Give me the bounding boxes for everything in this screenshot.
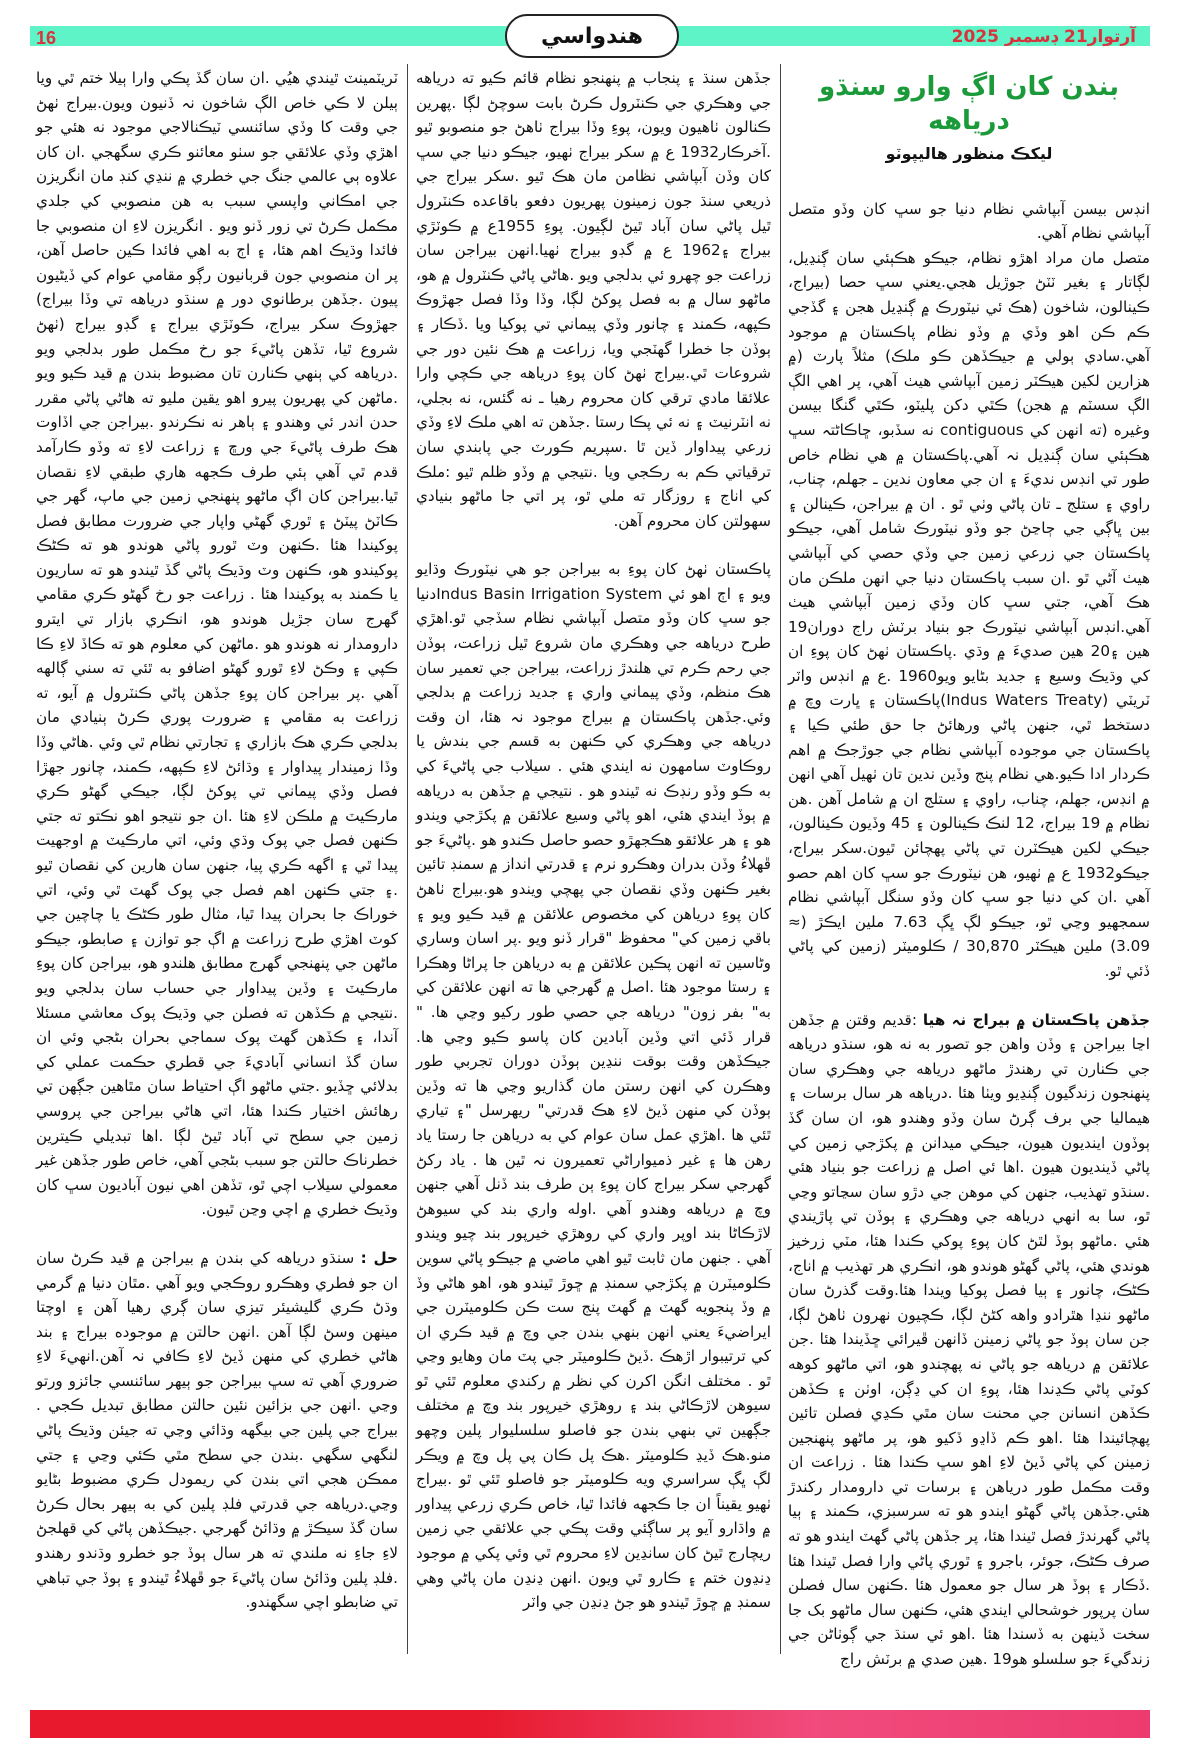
article-headline: بندن کان اڳ وارو سنڌو درياهه bbox=[819, 72, 1119, 136]
paragraph: متصل مان مراد اهڙو نظام، جيڪو هڪٻئي سان ڳنڍيل، لڳاتار ۽ بغير ٽٽڻ جوڙيل هجي.يعني سڀ حصا (بيراج، ڪينالون، شاخون (هڪ ئي نيٽورڪ ۾ ڳنڍيل هجن ۽ گڏجي ڪم ڪن اهو وڏي ۾ وڏو نظام پاڪستان ۾ موجود آهي.سادي ٻولي ۾ جيڪڏهن ڪو ملڪ) مثلاً پارٽ (۾ هزارين لکين هيڪٽر زمين آبپاشي هيٺ آهي، پر اهي الڳ الڳ سسٽم ۾ هجن) ڪٿي دکن پليٽو، ڪٿي گنگا بيسن وغيره (ته انهن کي contiguous نه سڏبو، ڇاڪاڻتہ سڀ هڪٻئي سان ڳنڍيل نہ آهي.پاڪستان ۾ هي نظام خاص طور تي انڊس نديءَ ۽ ان جي معاون ندين ـ جهلم، چناب، راوي ۽ ستلج ـ تان پاڻي وٺي ٿو . ان ۾ بيراجن، ڪينالن ۽ بين ڀاڳي جي ڄاڃڻ جو وڏو نيٽورڪ شامل آهي، جيڪو پاڪستان جي زرعي زمين جي وڏي حصي کي آبپاشي هيٺ آڻي ٿو .ان سبب پاڪستان دنيا جي انهن ملڪن مان هڪ آهي، جتي سڀ کان وڏي زمين آبپاشي هيٺ آهي.انڊس آبپاشي نيٽورڪ جو بنياد برٽش راج دوران19 هين ۽20 هين صديءَ ۾ وڌي .پاڪستان ٺهڻ کان پوءِ ان کي وڌيڪ وسيع ۽ جديد بڻايو ويو1960 .ع ۾ انڊس واٽر ٽريٽي (Indus Waters Treaty)پاڪستان ۽ ڀارت وچ ۾ دستخط ٿي، جنهن پاڻي ورهائڻ جا حق طئي ڪيا ۽ پاڪستان جي موجوده آبپاشي نظام جي جوڙجڪ ۾ اهم ڪردار ادا ڪيو.هي نظام پنج وڏين ندين تان ٺهيل آهي انهن ۾ انڊس، جهلم، چناب، راوي ۽ ستلج ان ۾ شامل آهن .هن نظام ۾ 19 بيراج، 12 لنڪ ڪينالون ۽ 45 وڏيون ڪينالون، جيڪي لکين هيڪٽرن تي پاڻي پهچائن ٿيون.سکر بيراج، جيڪو1932 ع ۾ ٺهيو، هن نيٽورڪ جو سڀ کان اهم حصو آهي .ان کي دنيا جو سڀ کان وڏو سنگل آبپاشي نظام سمجهيو وڃي ٿو، جيڪو لڳ ڀڳ 7.63 ملين ايڪڙ (≈ 3.09) ملين هيڪٽر 30,870 / ڪلوميٽر (زمين کي پاڻي ڏئي ٿو. bbox=[788, 248, 1150, 980]
article-column-2 bbox=[416, 66, 771, 1656]
issue-date: آرتوار21 ڊسمبر 2025 bbox=[951, 27, 1136, 47]
column-divider bbox=[407, 64, 408, 1654]
article-column-3 bbox=[36, 66, 398, 1656]
paragraph: انڊس بيسن آبپاشي نظام دنيا جو سڀ کان وڏو متصل آبپاشي نظام آهي. bbox=[788, 199, 1150, 243]
article-column-1 bbox=[788, 66, 1150, 1669]
section-subhead: جڏهن پاڪستان ۾ بيراج نہ هيا bbox=[922, 1010, 1150, 1029]
paragraph bbox=[788, 1008, 1150, 1672]
paragraph: جڏهن سنڌ ۽ پنجاب ۾ پنهنجو نظام قائم ڪيو ته درياهه جي وهڪري جي ڪنٽرول ڪرڻ بابت سوچڻ لڳا .پهرين ڪنالون ٺاهيون ويون، پوءِ وڏا بيراج ٺاهڻ جو منصوبو ٿيو .آخرڪار1932 ع ۾ سکر بيراج ٺهيو، جيڪو دنيا جي سڀ کان وڏن آبپاشي نظامن مان هڪ ٿيو .سکر بيراج جي ذريعي سنڌ جون زمينون پهريون دفعو باقاعده ڪنٽرول ٿيل پاڻي سان آباد ٿيڻ لڳيون. پوءِ 1955ع ۾ ڪوٽڙي بيراج ۽1962 ع ۾ گڊو بيراج ٺهيا.انهن بيراجن سان زراعت جو چهرو ئي بدلجي ويو .هاڻي پاڻي ڪنٽرول ۾ هو، ماڻهو سال ۾ به فصل پوکڻ لڳا، وڏا وڏا فصل جهڙوڪ ڪپهه، ڪمند ۽ چانور وڏي پيماني تي پوکيا ويا .ڏڪار ۽ ٻوڏن جا خطرا گهٽجي ويا، زراعت ۾ هڪ نئين دور جي شروعات ٿي.بيراج ٺهڻ کان پوءِ درياهه جي ڪچي وارا علائقا مادي ترقي کان محروم رهيا ـ نه گئس، نه بجلي، نه انٽرنيٽ ۽ نه ئي پڪا رستا .جڏهن ته اهي ملڪ لاءِ وڏي زرعي پيداوار ڏين ٿا .سپريم ڪورٽ جي پابندي سان ترقياتي ڪم به رڪجي ويا .نتيجي ۾ وڏو ظلم ٿيو :ملڪ کي اناج ۽ روزگار ته ملي ٿو، پر اتي جا ماڻهو بنيادي سهولتن کان محروم آهن. bbox=[416, 69, 771, 530]
paragraph-text: :قديم وقتن ۾ جڏهن اڃا بيراجن ۽ وڏن واهن جو تصور به نه هو، سنڌو درياهه جي ڪنارن تي رهندڙ ماڻهو درياهه جي وهڪري سان پنهنجون زندگيون ڳنڍيو ويٺا هئا .درياهه هر سال برسات ۽ هيماليا جي برف ڳرڻ سان وڏو وهندو هو، ان سان گڏ ٻوڏون اينديون هيون، جيڪي ميدانن ۾ پکڙجي زمين کي پاڻي ڏينديون هيون .اها ئي اصل ۾ زراعت جو بنياد هئي .سنڌو تهذيب، جنهن کي موهن جي دڙو سان سڃاتو وڃي ٿو، سا به انهي درياهه جي وهڪري ۽ ٻوڏن تي پاڙيندي هئي .ماڻهو ٻوڏ لٿڻ کان پوءِ پوکي ڪندا هئا، مٽي زرخيز هوندي هئي، پاڻي گهڻو هوندو هو، انڪري هر تهذيب ۾ اناج، ڪڻڪ، چانور ۽ ٻيا فصل پوکيا ويندا هئا.وقت گذرڻ سان ماڻهو ننڍا هٿرادو واهه کڻڻ لڳا، ڪچيون نهرون ٺاهڻ لڳا، جن سان ٻوڏ جو پاڻي زمينن ڏانهن ڦيرائي ڇڏيندا هئا .جن علائقن ۾ درياهه جو پاڻي نه پهچندو هو، اتي ماڻهو کوهه کوٽي پاڻي ڪڍندا هئا، پوءِ ان کي ڍڳن، اوٺن ۽ ڪڏهن ڪڏهن انسانن جي محنت سان مٿي ڪڍي فصلن تائين پهچائيندا هئا .اهو ڪم ڏاڍو ڏکيو هو، پر ماڻهو پنهنجين زمينن کي پاڻي ڏيڻ لاءِ اهو سڀ ڪندا هئا . زراعت ان وقت مڪمل طور درياهن ۽ برسات تي دارومدار رکندڙ هئي.جڏهن پاڻي گهڻو ايندو هو ته سرسبزي، ڪمند ۽ ٻيا پاڻي گهرندڙ فصل ٿيندا هئا، پر جڏهن پاڻي گهٽ ايندو هو ته صرف ڪڻڪ، جوئر، باجرو ۽ ٿوري پاڻي وارا فصل ٿيندا هئا .ڏڪار ۽ ٻوڏ هر سال جو معمول هئا .ڪنهن سال فصلن سان پرپور خوشحالي ايندي هئي، ڪنهن سال ماڻهو بک جا سخت ڏينهن به ڏسندا هئا .اهو ئي سنڌ جي ڳوٺاڻن جي زندگيءَ جو سلسلو هو19 .هين صدي ۾ برٽش راج bbox=[788, 1010, 1150, 1669]
footer-bar bbox=[30, 1710, 1150, 1738]
paragraph: پاڪستان ٺهڻ کان پوءِ به بيراجن جو هي نيٽورڪ وڌايو ويو ۽ اڄ اهو ئي Indus Basin Irrigation Systemدنيا جو سڀ کان وڏو متصل آبپاشي نظام سڏجي ٿو.اهڙي طرح درياهه جي وهڪري مان شروع ٿيل زراعت، ٻوڏن جي رحم ڪرم تي هلندڙ زراعت، بيراجن جي تعمير سان هڪ منظم، وڏي پيماني واري ۽ جديد زراعت ۾ بدلجي وئي.جڏهن پاڪستان ۾ بيراج موجود نہ هئا، ان وقت درياهه جي وهڪري کي ڪنهن به قسم جي بندش يا روڪاوٽ سامهون نه ايندي هئي . سيلاب جي پاڻيءَ کي به ڪو وڏو رنڊڪ نه ٿيندو هو . نتيجي ۾ جڏهن به درياهه ۾ ٻوڏ ايندي هئي، اهو پاڻي وسيع علائقن ۾ پکڙجي ويندو هو ۽ هر علائقو هڪجهڙو حصو حاصل ڪندو هو .پاڻيءَ جو ڦهلاءُ وڏن بدران وهڪرو نرم ۽ قدرتي انداز ۾ سمنڊ تائين بغير ڪنهن وڏي نقصان جي پهچي ويندو هو.بيراج ٺاهڻ کان پوءِ درياهن کي مخصوص علائقن ۾ قيد ڪيو ويو ۽ باقي زمين کي" محفوظ "قرار ڏنو ويو .پر اسان وساري وڻاسين ته انهن پڪين علائقن ۾ به درياهن جا پراڻا وهڪرا ۽ رستا موجود هئا .اصل ۾ گهرجي ها ته انهن علائقن کي به" بفر زون" درياهه جي حصي طور رکيو وڃي ها. " قرار ڏئي اتي وڏين آبادين کان پاسو ڪيو وڃي ها. جيڪڏهن وقت بوقت ننڍين ٻوڏن دوران تجربي طور وهڪرن کي انهن رستن مان گذاريو وڃي ها ته وڏين ٻوڏن کي منهن ڏيڻ لاءِ هڪ قدرتي" ريهرسل "۽ تياري ٿئي ها .اهڙي عمل سان عوام کي به درياهن جا رستا ياد رهن ها ۽ غير ذميواراڻي تعميرون نہ ٿين ها . ياد رکڻ گهرجي سکر بيراج کان پوءِ ٻن طرف بند ڏنل آهي جنهن وچ ۾ درياهه وهندو آهي .اوله واري بند کي سيوهڻ لاڙڪاڻا بند اوپر واري کي روهڙي خيرپور بند چيو ويندو آهي . جنهن مان ثابت ٿيو اهي ماضي ۾ جيڪو پاڻي سوين ڪلوميٽرن ۾ پکڙجي سمنڊ ۾ ڇوڙ ٿيندو هو، اهو هاڻي وڏ ۾ وڏ پنجويه گهٽ ۾ گهٽ پنج ست ڪن ڪلوميٽرن جي ايراضيءَ يعني انهن بنهي بندن جي وچ ۾ قيد ڪري ان کي ترتيبوار اڙهڪ .ڏيڻ ڪلوميٽر جي پٽ مان وهايو وڃي ٿو . مختلف انگن اکرن کي نظر ۾ رکندي معلوم ٿئي ٿو سيوهن لاڙڪاڻي بند ۽ روهڙي خيرپور بند وچ ۾ مختلف جڳهين تي بنهي بندن جو فاصلو سلسليوار پلين وچهو منو.هڪ ڏيڍ ڪلوميٽر .هڪ پل ڪان پي پل وچ ۾ ويڪر لڳ ڀڳ سراسري ويه ڪلوميٽر جو فاصلو ٿئي ٿو .بيراج ٺهيو يقيناً ان جا ڪجهه فائدا ٿيا، خاص ڪري زرعي پيداور ۾ واڌارو آيو پر ساڳئي وقت پڪي جي علائقي جي زمين ريچارج ٿيڻ کان سانڍين لاءِ محروم ٿي وئي پکي ۾ موجود ڍنڍون ختم ۽ ڪارو ٿي ويون .انهن ڍنڍن مان پاڻي وهي سمنڊ ۾ ڇوڙ ٿيندو هو جڻ ڍنڍن جي واٽر bbox=[416, 560, 772, 1612]
column-divider bbox=[780, 64, 781, 1654]
page-header bbox=[0, 0, 1180, 64]
newspaper-logo: هندواسي bbox=[505, 14, 679, 58]
page-number: 16 bbox=[36, 28, 57, 48]
paragraph-text: سنڌو درياهه کي بندن ۾ بيراجن ۾ قيد ڪرڻ سان ان جو فطري وهڪرو روڪجي ويو آهي .مٿان دنيا ۾ گرمي وڌڻ ڪري گليشيئر تيزي سان ڳري رهيا آهن ۽ اوچتا مينهن وسڻ لڳا آهن .انهن حالتن ۾ موجوده بيراج ۽ بند هاڻي خطري کي منهن ڏيڻ لاءِ ڪافي نہ آهن.انهيءَ لاءِ ضروري آهي ته سڀ بيراجن جو ٻيهر سائنسي جائزو ورتو وڃي .انهن جي بزائين نئين حالتن مطابق تبديل ڪجي . بيراج جي پلين جي بيگهه وڌائي وڃي ته جيئن وڌيڪ پاڻي لنگهي سگهي .بندن جي سطح مٿي ڪئي وڃي ۽ جتي ممڪن هجي اتي بندن کي ريمودل ڪري مضبوط بڻايو وڃي.درياهه جي قدرتي فلڊ پلين کي به ٻيهر بحال ڪرڻ سان گڏ سيڪڙ ۾ وڌائڻ گهرجي .جيڪڏهن پاڻي کي قهلجڻ لاءِ جاءِ نه ملندي ته هر سال ٻوڏ جو خطرو وڌندو رهندو .فلڊ پلين وڌائڻ سان پاڻيءَ جو ڦهلاءُ ٿيندو ۽ ٻوڏ جي تباهي تي ضابطو اچي سگهندو. bbox=[36, 1248, 398, 1612]
paragraph: ٽريٽمينٽ ٿيندي هيُي .ان سان گڏ پڪي وارا ٻيلا ختم ٿي ويا ٻيلن لا ڪي خاص الڳ شاخون نہ ڏنيون ويون.بيراج ٺهڻ جي وقت کا وڏي سائنسي ٽيڪنالاجي موجود نه هئي جو اهڙي وڏي علائقي جو سٺو معائنو ڪري سگهجي .ان کان علاوه ٻي عالمي جنگ جي خطري ۾ ننڍي کنڊ مان انگريزن جي امڪاني واپسي سبب به هن منصوبي کي جلدي مڪمل ڪرڻ تي زور ڏنو ويو . انگريزن لاءِ ان منصوبي جا فائدا وڌيڪ اهم هئا، ۽ اڄ به اهي فائدا ڪين حاصل آهن، پر ان منصوبي جون قربانيون رڳو مقامي عوام کي ڏيڻيون پيون .جڏهن برطانوي دور ۾ سنڌو درياهه تي وڏا بيراج) جهڙوڪ سکر بيراج، ڪوٽڙي بيراج ۽ گڊو بيراج (ٺهڻ شروع ٿيا، تڏهن پاڻيءَ جو رخ مڪمل طور بدلجي ويو .درياهه کي ٻنهي ڪنارن تان مضبوط بندن ۾ قيد ڪيو ويو .ماڻهن کي پهريون پيرو اهو يقين مليو ته هاڻي پاڻي مقرر حدن اندر ئي وهندو ۽ ٻاهر نه نڪرندو .بيراجن جي اڏاوت هڪ طرف پاڻيءَ جي ورڇ ۽ زراعت لاءِ ته وڏو ڪارآمد قدم ٿي آهي ٻئي طرف ڪجهه هاري طبقي لاءِ نقصان ٿيا.بيراجن کان اڳ ماڻهو پنهنجي زمين جي ماپ، گهر جي ڪاٽڻ پيٽڻ ۽ ٿوري گهڻي واپار جي ضرورت مطابق فصل پوکيندا هئا .ڪنهن وٽ ٿورو پاڻي هوندو هو ته ڪڻڪ پوکيندو هو، ڪنهن وٽ وڌيڪ پاڻي گڏ ٿيندو هو ته ساريون يا ڪمند به پوکيندا هئا . زراعت جو رخ گهڻو ڪري مقامي گهرج سان جڙيل هوندو هو، انڪري بازار تي ايترو دارومدار نه هوندو هو .ماڻهن کي معلوم هو ته ڪاڏ لاءِ ڪا ڪپي ۽ وڪڻ لاءِ ٿورو گهڻو اضافو به ٿئي ته سني ڳالهه آهي .پر بيراجن کان پوءِ جڏهن پاڻي ڪنٽرول ۾ آيو، ته زراعت به مقامي ۽ ضرورت پوري ڪرڻ ٻنيادي مان بدلجي ڪري هڪ بازاري ۽ تجارتي نظام ٿي وئي .هاڻي وڏا وڏا زميندار پيداوار ۽ وڌائڻ لاءِ ڪپهه، ڪمند، چانور جهڙا فصل وڏي پيماني تي پوکڻ لڳا، جيڪي گهڻو ڪري مارڪيٽ ۾ ملڪن لاءِ هئا .ان جو نتيجو اهو نڪتو ته جتي ڪنهن فصل جي پوک وڌي وئي، اتي مارڪيٽ ۾ اوجهيت پيدا ٿي ۽ اگهه ڪري پيا، جنهن سان هارين کي نقصان ٿيو .۽ جتي ڪنهن اهم فصل جي پوک گهٽ ٿي وئي، اتي خوراڪ جا بحران پيدا ٿيا، مثال طور ڪڻڪ يا چاچين جي کوٽ اهڙي طرح زراعت ۾ اڳ جو توازن ۽ صابطو، جيڪو ماڻهن جي پنهنجي گهرج مطابق هلندو هو، بيراجن کان پوءِ مارڪيٽ ۽ وڏين پيداوار جي حساب سان بدلجي ويو .نتيجي ۾ ڪڏهن ته فصلن جي وڌيڪ پوک معاشي مسئلا آندا، ۽ ڪڏهن گهٽ پوک سماجي بحران بڻجي وئي ان سان گڏ انساني آباديءَ جي قطري حڪمت عملي کي بدلائي ڇڏيو .جتي ماڻهو اڳ احتياط سان مٿاهين جڳهن تي رهائش اختيار ڪندا هئا، اتي هاڻي بيراجن جي پروسي زمين جي سطح تي آباد ٿيڻ لڳا .اها تبديلي ڪيترين خطرناڪ حالتن جو سبب بڻجي آهي، خاص طور جڏهن غير معمولي سيلاب اچي ٿو، تڏهن اهي نيون آباديون سڀ کان وڌيڪ خطري ۾ اچي وڃن ٿيون. bbox=[36, 69, 398, 1219]
article-byline: ليکڪ منظور هاليپوٽو bbox=[885, 144, 1053, 163]
paragraph bbox=[36, 1246, 398, 1615]
solution-label: حل : bbox=[360, 1248, 398, 1267]
